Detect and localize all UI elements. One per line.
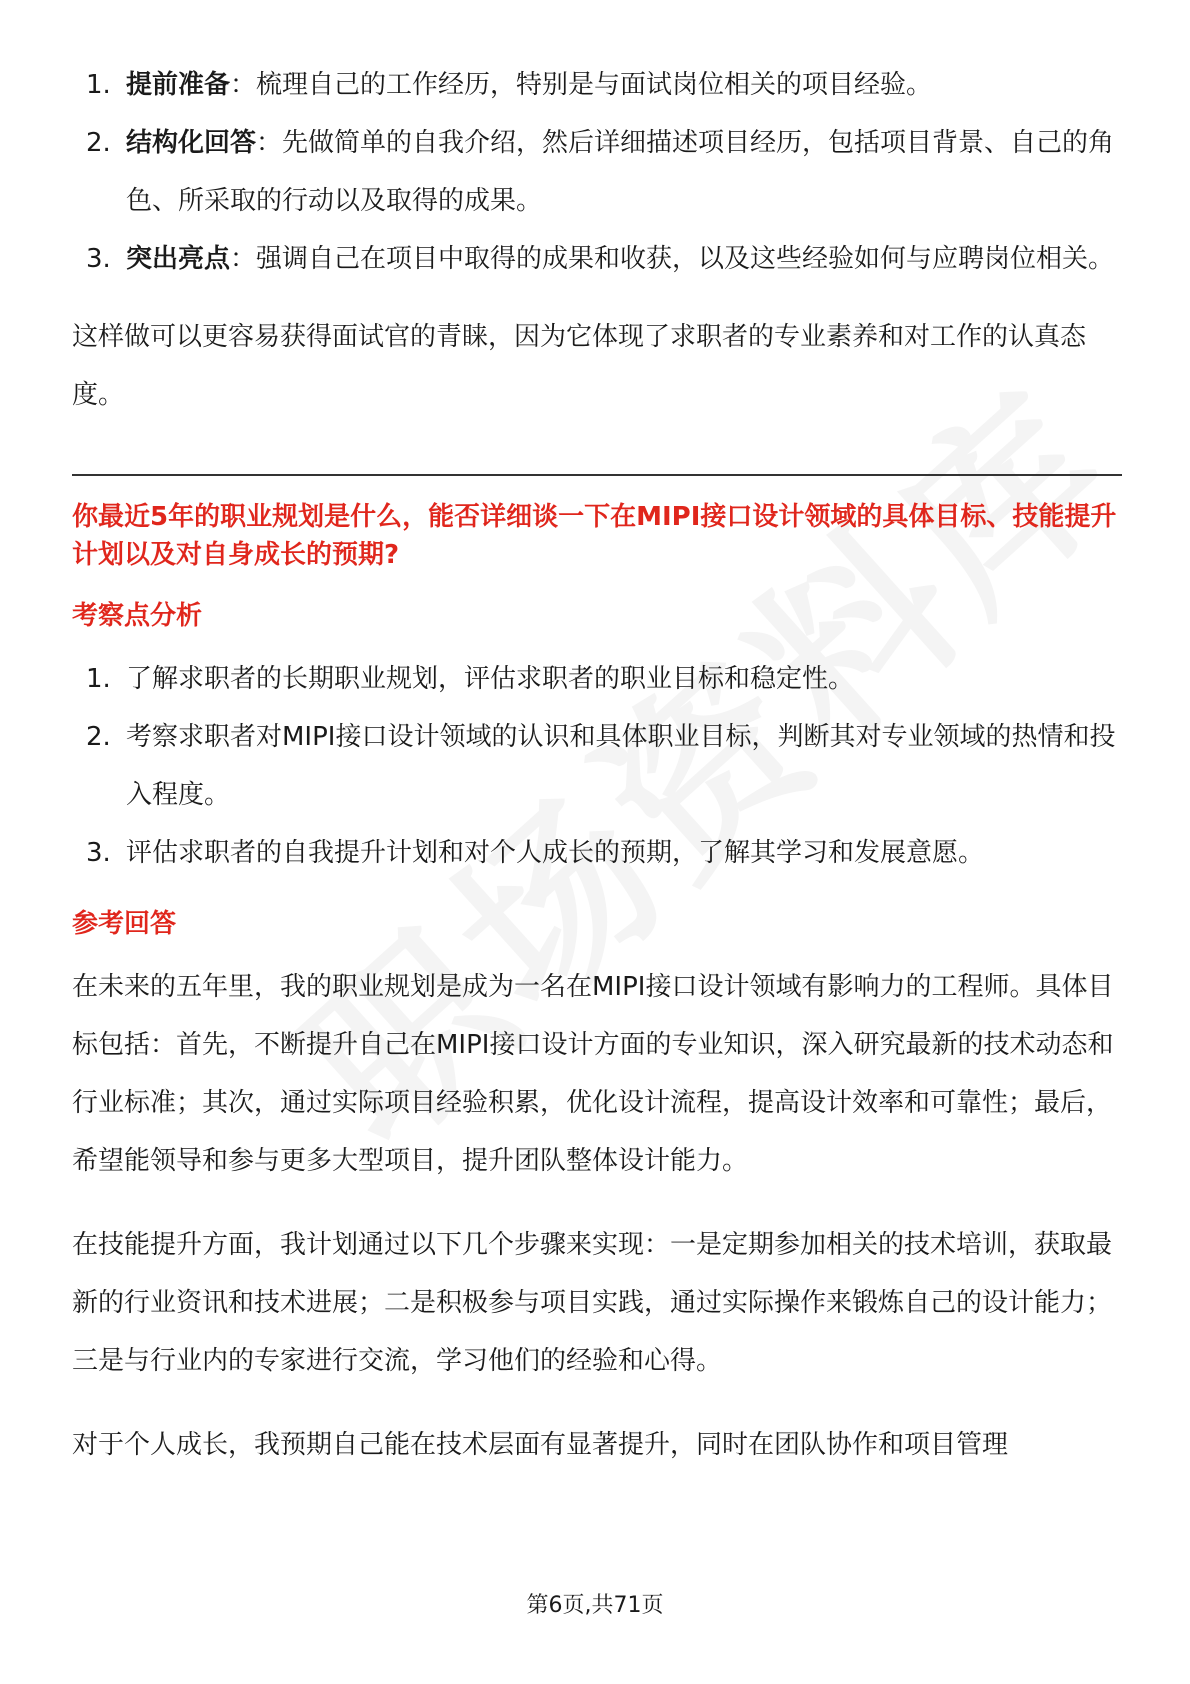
answer-paragraph: 在技能提升方面，我计划通过以下几个步骤来实现：一是定期参加相关的技术培训，获取最新的行业资讯和技术进展；二是积极参与项目实践，通过实际操作来锻炼自己的设计能力；三是与行业内的专家进行交流，学习他们的经验和心得。: [72, 1230, 1113, 1376]
list-text: 了解求职者的长期职业规划，评估求职者的职业目标和稳定性。: [126, 664, 855, 694]
analysis-list: [72, 650, 1122, 882]
list-number: 2.: [86, 128, 111, 158]
list-number: 1.: [86, 664, 111, 694]
answer-paragraph: 在未来的五年里，我的职业规划是成为一名在MIPI接口设计领域有影响力的工程师。具体目标包括：首先，不断提升自己在MIPI接口设计方面的专业知识，深入研究最新的技术动态和行业标准；其次，通过实际项目经验积累，优化设计流程，提高设计效率和可靠性；最后，希望能领导和参与更多大型项目，提升团队整体设计能力。: [72, 972, 1114, 1176]
list-separator: ：: [256, 128, 283, 158]
list-text: 强调自己在项目中取得的成果和收获，以及这些经验如何与应聘岗位相关。: [256, 244, 1115, 274]
list-item: [72, 708, 1122, 824]
section-divider: [72, 474, 1122, 476]
list-number: 3.: [86, 244, 111, 274]
list-item: [72, 650, 1122, 708]
answer-paragraph: 对于个人成长，我预期自己能在技术层面有显著提升，同时在团队协作和项目管理: [72, 1430, 1009, 1460]
list-number: 1.: [86, 70, 111, 100]
list-text: 考察求职者对MIPI接口设计领域的认识和具体职业目标，判断其对专业领域的热情和投入程度。: [126, 722, 1116, 810]
content: [72, 56, 1122, 1474]
list-separator: ：: [230, 70, 257, 100]
list-text: 梳理自己的工作经历，特别是与面试岗位相关的项目经验。: [256, 70, 933, 100]
question-heading: 你最近5年的职业规划是什么，能否详细谈一下在MIPI接口设计领域的具体目标、技能提升计划以及对自身成长的预期?: [72, 502, 1117, 570]
summary-paragraph: 这样做可以更容易获得面试官的青睐，因为它体现了求职者的专业素养和对工作的认真态度。: [72, 322, 1087, 410]
answer-title: 参考回答: [72, 909, 177, 939]
analysis-title: 考察点分析: [72, 601, 203, 631]
list-text: 先做简单的自我介绍，然后详细描述项目经历，包括项目背景、自己的角色、所采取的行动以及取得的成果。: [126, 128, 1115, 216]
list-number: 3.: [86, 838, 111, 868]
intro-list: [72, 56, 1122, 288]
list-item: [72, 56, 1122, 114]
list-item: [72, 230, 1122, 288]
list-label: 结构化回答: [126, 128, 257, 158]
list-item: [72, 114, 1122, 230]
list-label: 突出亮点: [126, 244, 231, 274]
list-item: [72, 824, 1122, 882]
list-text: 评估求职者的自我提升计划和对个人成长的预期，了解其学习和发展意愿。: [126, 838, 985, 868]
page-footer: 第6页,共71页: [526, 1593, 664, 1618]
list-number: 2.: [86, 722, 111, 752]
list-separator: ：: [230, 244, 257, 274]
list-label: 提前准备: [126, 70, 231, 100]
